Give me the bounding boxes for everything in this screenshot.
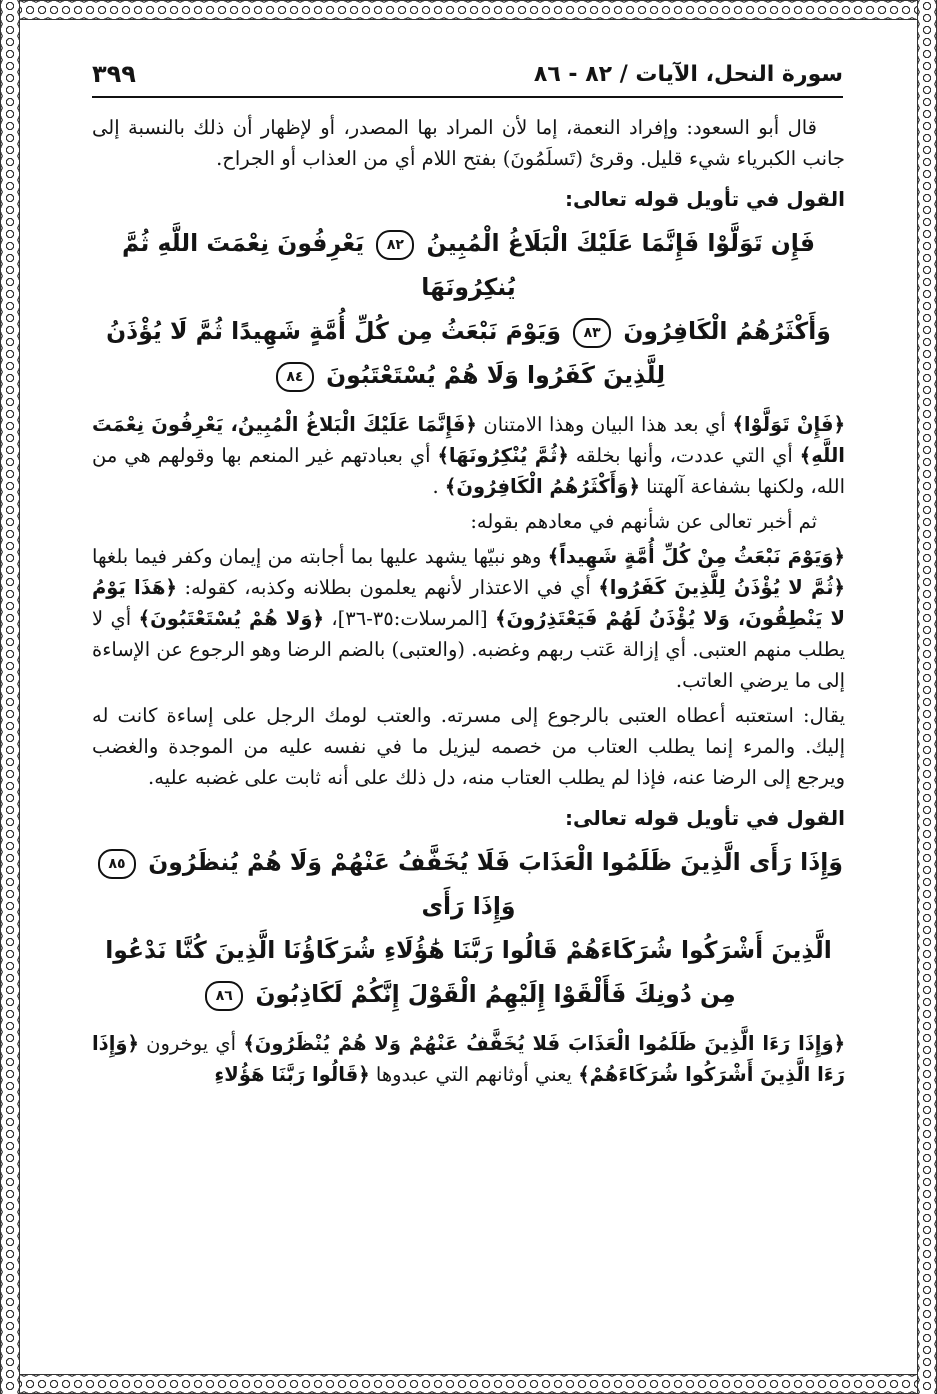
- page-header: [92, 52, 843, 98]
- verse-line: [92, 840, 845, 928]
- verse-text: وَأَكْثَرُهُمُ الْكَافِرُونَ: [623, 317, 831, 345]
- paragraph: ثم أخبر تعالى عن شأنهم في معادهم بقوله:: [470, 510, 817, 533]
- quran-quote: ﴿ثُمَّ لا يُؤْذَنُ لِلَّذِينَ كَفَرُوا﴾: [598, 576, 845, 599]
- paragraph: [92, 409, 845, 502]
- paragraph: [92, 541, 845, 696]
- section-heading: القول في تأويل قوله تعالى:: [565, 187, 845, 211]
- quran-quote: ﴿ثُمَّ يُنْكِرُونَهَا﴾: [437, 444, 569, 467]
- section-heading: القول في تأويل قوله تعالى:: [565, 806, 845, 830]
- commentary-text: أي في الاعتذار لأنهم يعلمون بطلانه وكذبه، كقوله:: [176, 576, 599, 599]
- verse-text: وَإِذَا رَأَى: [421, 892, 516, 920]
- verse-line: [92, 353, 845, 397]
- quran-quote: ﴿وَلا هُمْ يُسْتَعْتَبُونَ﴾: [138, 607, 324, 630]
- verse-line: [92, 928, 845, 972]
- page-border-bottom: [0, 1374, 937, 1394]
- commentary-text: [المرسلات:٣٥-٣٦]،: [323, 607, 496, 630]
- paragraph: قال أبو السعود: وإفراد النعمة، إما لأن المراد بها المصدر، أو لإظهار أن ذلك بالنسبة إلى جانب الكبرياء شيء قليل. وقرئ (تَسلَمُونَ) بفتح اللام أي من العذاب أو الجراح.: [92, 116, 845, 170]
- verse-text: وَإِذَا رَأَى الَّذِينَ ظَلَمُوا الْعَذَابَ فَلَا يُخَفَّفُ عَنْهُمْ وَلَا هُمْ يُنظَرُونَ: [148, 848, 843, 876]
- verse-line: [92, 221, 845, 309]
- verse-text: فَإِن تَوَلَّوْا فَإِنَّمَا عَلَيْكَ الْبَلَاغُ الْمُبِينُ: [426, 229, 815, 257]
- verse-text: الَّذِينَ أَشْرَكُوا شُرَكَاءَهُمْ قَالُوا رَبَّنَا هَٰؤُلَاءِ شُرَكَاؤُنَا الَّذِينَ كُنَّا نَدْعُوا: [105, 936, 832, 964]
- commentary-text: وهو نبيّها يشهد عليها بما أجابته من إيمان وكفر فيما بلغها: [92, 545, 548, 568]
- commentary-text: يعني أوثانهم التي عبدوها: [369, 1063, 579, 1086]
- ayah-number-marker: ٨٤: [276, 362, 314, 392]
- verse-line: [92, 309, 845, 353]
- commentary-text: أي يوخرون: [138, 1032, 244, 1055]
- commentary-text: أي التي عددت، وأنها بخلقه: [568, 444, 800, 467]
- commentary-text: .: [432, 475, 445, 498]
- paragraph: يقال: استعتبه أعطاه العتبى بالرجوع إلى مسرته. والعتب لومك الرجل على إساءة كانت له إليك. والمرء إنما يطلب العتاب من خصمه ليزيل ما في نفسه عليه من الموجدة والغضب ويرجع إلى الرضا عنه، فإذا لم يطلب العتاب منه، دل ذلك على أنه ثابت على غضبه عليه.: [92, 704, 845, 789]
- commentary-text: أي بعبادتهم غير المنعم بها وقولهم هي من الله، ولكنها بشفاعة آلهتنا: [92, 444, 845, 498]
- quran-quote: ﴿وَيَوْمَ نَبْعَثُ مِنْ كُلِّ أُمَّةٍ شَهِيداً﴾: [547, 545, 845, 568]
- quran-quote: ﴿وَإِذَا رَءَا الَّذِينَ أَشْرَكُوا شُرَكَاءَهُمْ﴾: [92, 1032, 845, 1086]
- quran-quote: ﴿هَذَا يَوْمُ لا يَنْطِقُونَ، وَلا يُؤْذَنُ لَهُمْ فَيَعْتَذِرُونَ﴾: [92, 576, 845, 630]
- commentary-text: أي لا يطلب منهم العتبى. أي إزالة عَتب ربهم وغضبه. (والعتبى) بالضم الرضا وهو الرجوع عن الإساءة إلى ما يرضي العاتب.: [92, 607, 845, 692]
- verse-text: يَعْرِفُونَ نِعْمَتَ اللَّهِ ثُمَّ يُنكِرُونَهَا: [122, 229, 516, 301]
- quran-verse-block: [92, 840, 845, 1016]
- ayah-number-marker: ٨٣: [573, 318, 611, 348]
- page-border-right: [917, 0, 937, 1394]
- verse-text: وَيَوْمَ نَبْعَثُ مِن كُلِّ أُمَّةٍ شَهِيدًا ثُمَّ لَا يُؤْذَنُ: [106, 317, 561, 345]
- page-border-top: [0, 0, 937, 20]
- page-body: [92, 112, 845, 1302]
- quran-quote: ﴿وَإِذَا رَءَا الَّذِينَ ظَلَمُوا الْعَذَابَ فَلا يُخَفَّفُ عَنْهُمْ وَلا هُمْ يُنْظَرُونَ﴾: [243, 1032, 846, 1055]
- page-border-left: [0, 0, 20, 1394]
- verse-line: [92, 972, 845, 1016]
- quran-quote: ﴿فَإِنْ تَوَلَّوْا﴾: [732, 413, 845, 436]
- paragraph: [92, 1028, 845, 1090]
- verse-text: لِلَّذِينَ كَفَرُوا وَلَا هُمْ يُسْتَعْتَبُونَ: [326, 361, 666, 389]
- ayah-number-marker: ٨٦: [205, 981, 243, 1011]
- commentary-text: أي بعد هذا البيان وهذا الامتنان: [476, 413, 733, 436]
- quran-quote: ﴿فَإِنَّمَا عَلَيْكَ الْبَلاغُ الْمُبِينُ، يَعْرِفُونَ نِعْمَتَ اللَّهِ﴾: [92, 413, 845, 467]
- ayah-number-marker: ٨٢: [376, 230, 414, 260]
- quran-quote: ﴿قَالُوا رَبَّنَا هَؤُلاءِ: [214, 1063, 370, 1086]
- running-title: سورة النحل، الآيات / ٨٢ - ٨٦: [533, 61, 843, 87]
- verse-text: مِن دُونِكَ فَأَلْقَوْا إِلَيْهِمُ الْقَوْلَ إِنَّكُمْ لَكَاذِبُونَ: [255, 980, 736, 1008]
- quran-quote: ﴿وَأَكْثَرُهُمُ الْكَافِرُونَ﴾: [444, 475, 640, 498]
- quran-verse-block: [92, 221, 845, 397]
- page-number: ٣٩٩: [92, 60, 136, 88]
- ayah-number-marker: ٨٥: [98, 849, 136, 879]
